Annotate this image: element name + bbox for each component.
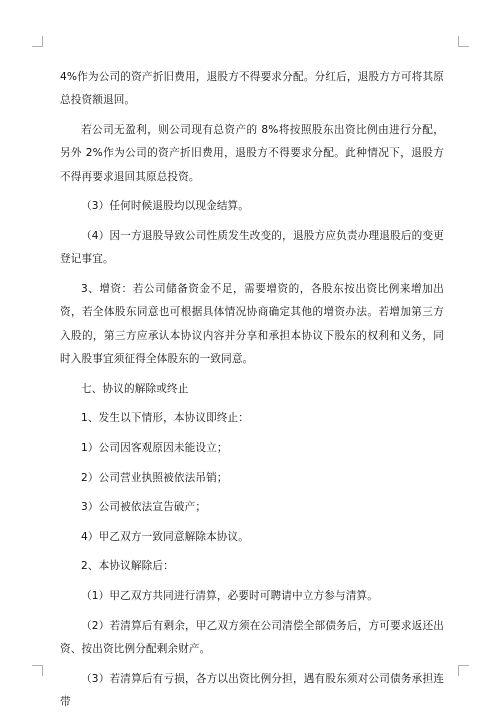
list-item: （3）若清算后有亏损，各方以出资比例分担，遇有股东须对公司债务承担连带 — [60, 672, 444, 708]
paragraph: （4）因一方退股导致公司性质发生改变的，退股方应负责办理退股后的变更登记事宜。 — [60, 230, 444, 266]
document-body — [60, 66, 444, 721]
crop-mark-top-left — [32, 36, 43, 47]
section-heading: 七、协议的解除或终止 — [81, 382, 189, 395]
list-item: 4）甲乙双方一致同意解除本协议。 — [81, 530, 250, 543]
list-item: （1）甲乙双方共同进行清算，必要时可聘请中立方参与清算。 — [81, 589, 378, 602]
list-item: （2）若清算后有剩余，甲乙双方须在公司清偿全部债务后，方可要求返还出资、按出资比例分配剩余财产。 — [60, 619, 444, 655]
paragraph: 1、发生以下情形，本协议即终止： — [81, 412, 250, 425]
paragraph: 若公司无盈利，则公司现有总资产的 8%将按照股东出资比例由进行分配，另外 2%作为公司的资产折旧费用，退股方不得要求分配。此种情况下，退股方不得再要求退回其原总投资。 — [60, 124, 444, 183]
crop-mark-bottom-left — [32, 665, 43, 676]
list-item: 3）公司被依法宣告破产； — [81, 501, 207, 514]
paragraph: 4%作为公司的资产折旧费用，退股方不得要求分配。分红后，退股方方可将其原总投资额退回。 — [60, 71, 444, 107]
paragraph: 2、本协议解除后： — [81, 560, 174, 573]
crop-mark-bottom-right — [458, 665, 469, 676]
list-item: 1）公司因客观原因未能设立； — [81, 442, 228, 454]
paragraph: 3、增资：若公司储备资金不足，需要增资的，各股东按出资比例来增加出资，若全体股东同意也可根据具体情况协商确定其他的增资办法。若增加第三方入股的，第三方应承认本协议内容并分享和承担本协议下股东的权利和义务，同时入股事宜须征得全体股东的一致同意。 — [60, 283, 444, 366]
list-item: 2）公司营业执照被依法吊销； — [81, 471, 228, 484]
paragraph: （3）任何时候退股均以现金结算。 — [81, 200, 250, 213]
crop-mark-top-right — [458, 36, 469, 47]
